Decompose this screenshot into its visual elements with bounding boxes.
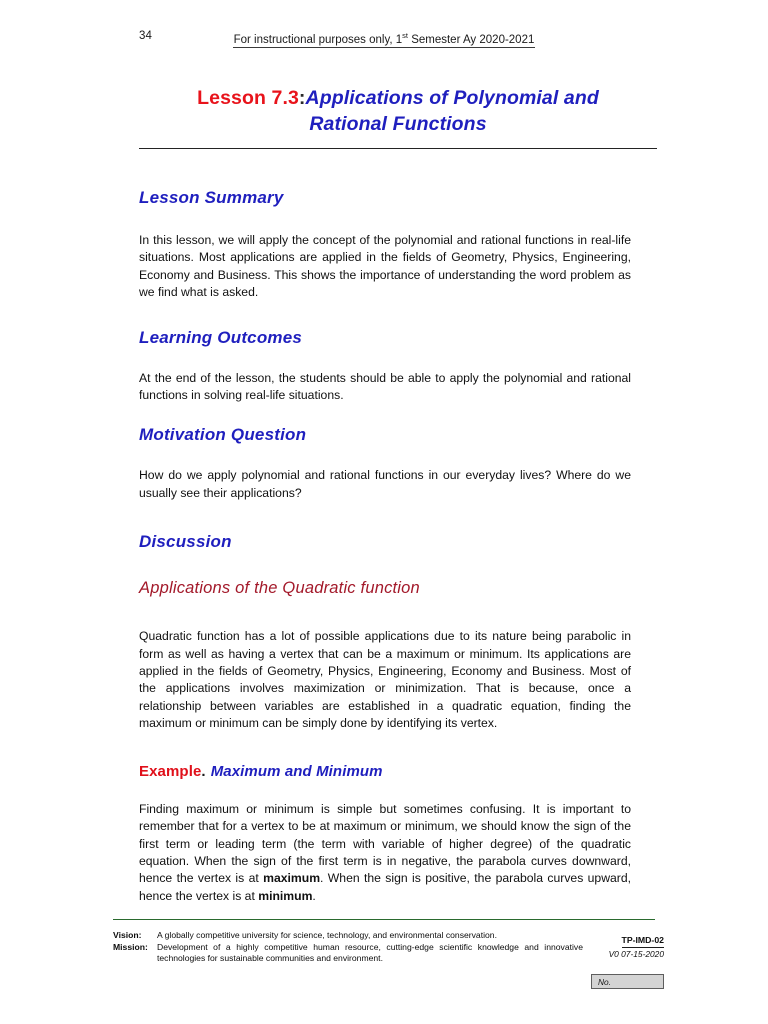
footer-number-box	[591, 974, 664, 989]
footer-vision-text: A globally competitive university for science, technology, and environmental conservation.	[157, 930, 497, 940]
lesson-title-line-1	[139, 85, 657, 111]
spacer	[139, 302, 631, 328]
footer-vision-row	[113, 930, 583, 942]
example-bold-maximum: maximum	[263, 871, 321, 886]
footer-mission-text: Development of a highly competitive human resource, cutting-edge scientific knowledge and innovative technologies for sustainable communities and environment.	[157, 941, 583, 964]
title-divider	[139, 148, 657, 149]
page-number: 34	[139, 30, 152, 42]
paragraph-learning-outcomes: At the end of the lesson, the students should be able to apply the polynomial and rational functions in solving real-life situations.	[139, 370, 631, 403]
footer-divider	[113, 919, 655, 920]
spacer	[139, 552, 631, 579]
footer-number-label: No.	[598, 977, 612, 987]
spacer	[139, 733, 631, 763]
example-text-part-2: . When the sign is positive, the parabola curves upward, hence the vertex is at	[139, 871, 632, 903]
lesson-title-text-1: Applications of Polynomial and	[305, 87, 599, 109]
paragraph-lesson-summary: In this lesson, we will apply the concept of the polynomial and rational functions in real-life situations. Most applications are applied in the fields of Geometry, Physics, Engineering, Economy and Business. This shows the importance of understanding the word problem as we find what is asked.	[139, 233, 631, 300]
spacer	[139, 598, 631, 628]
header-instructional-note	[233, 31, 536, 48]
header-note-suffix: Semester Ay 2020-2021	[408, 34, 535, 46]
footer-doc-code: TP-IMD-02	[622, 935, 664, 948]
spacer	[139, 780, 631, 801]
example-text-part-3: .	[312, 888, 316, 903]
spacer	[139, 208, 631, 232]
header-note-ordinal-suffix: st	[402, 31, 408, 41]
lesson-title-text-2: Rational Functions	[309, 113, 487, 135]
heading-example	[139, 763, 631, 780]
page-footer	[113, 919, 664, 989]
page-header	[0, 30, 768, 50]
paragraph-example	[139, 801, 631, 905]
lesson-number-label: Lesson 7.3	[197, 87, 299, 109]
footer-vision-mission	[113, 930, 583, 965]
footer-mission-row	[113, 942, 583, 965]
footer-doc-revision: V0 07-15-2020	[608, 949, 664, 959]
spacer	[139, 404, 631, 425]
header-center-wrap	[0, 30, 768, 48]
heading-motivation-question: Motivation Question	[139, 425, 307, 445]
lesson-title-colon: :	[298, 87, 306, 109]
example-bold-minimum: minimum	[258, 888, 313, 903]
heading-learning-outcomes: Learning Outcomes	[139, 327, 303, 347]
heading-discussion: Discussion	[139, 532, 232, 552]
heading-lesson-summary: Lesson Summary	[139, 188, 284, 207]
example-text-part-1: Finding maximum or minimum is simple but sometimes confusing. It is important to remember that for a vertex to be at maximum or minimum, we should know the sign of the first term or leading term (the term with variable of higher degree) of the quadratic equation. When the sign of the first term is in negative, the parabola curves downward, hence the vertex is at	[139, 801, 631, 886]
example-label: Example	[139, 762, 202, 780]
spacer	[139, 348, 631, 370]
lesson-title-block	[139, 85, 657, 137]
header-note-prefix: For instructional purposes only, 1	[233, 34, 403, 46]
spacer	[139, 502, 631, 532]
footer-body	[113, 930, 664, 989]
example-label-punct: .	[201, 762, 206, 780]
footer-vision-label: Vision:	[113, 930, 142, 940]
paragraph-motivation-question: How do we apply polynomial and rational functions in our everyday lives? Where do we usually see their applications?	[139, 468, 631, 500]
lesson-title-line-2	[139, 111, 657, 137]
document-content	[139, 188, 631, 905]
paragraph-discussion: Quadratic function has a lot of possible applications due to its nature being parabolic in form as well as having a vertex that can be a maximum or minimum. Its applications are applied in the fields of Geometry, Physics, Engineering, Economy and Business. Most of the applications involves maximization or minimization. That is because, once a relationship between variables are established in a quadratic equation, finding the maximum or minimum can be simply done by identifying its vertex.	[139, 629, 631, 731]
footer-mission-label: Mission:	[113, 941, 148, 952]
spacer	[139, 445, 631, 467]
subheading-quadratic-applications: Applications of the Quadratic function	[139, 579, 420, 598]
example-title: Maximum and Minimum	[210, 762, 383, 780]
footer-document-control	[583, 930, 664, 989]
